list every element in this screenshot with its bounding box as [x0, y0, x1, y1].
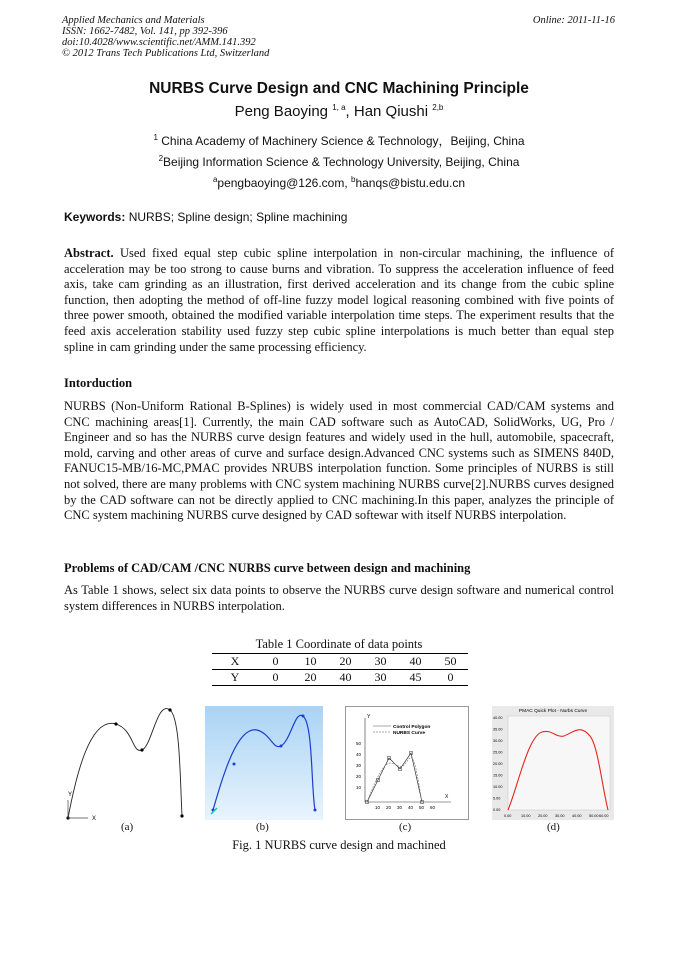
table-cell: 0 [258, 654, 293, 670]
email-a[interactable]: pengbaoying@126.com, [217, 176, 351, 190]
figure-a-point [114, 722, 117, 725]
abstract [64, 246, 614, 355]
table-y-label: Y [212, 670, 258, 686]
keywords-label: Keywords: [64, 210, 126, 224]
intro-heading: Intorduction [64, 376, 133, 390]
figure-c-xtick: 50 [419, 805, 425, 810]
table-cell: 20 [293, 670, 328, 686]
doi: doi:10.4028/www.scientific.net/AMM.141.392 [62, 37, 256, 48]
figure-d-ytick: 40.00 [493, 716, 503, 720]
figure-d-ytick: 15.00 [493, 773, 503, 778]
figure-label-b: (b) [256, 821, 269, 833]
figure-c-xtick: 40 [408, 805, 414, 810]
table-cell: 45 [398, 670, 433, 686]
figure-c-legend-1: Control Polygon [393, 725, 431, 730]
figure-label-c: (c) [399, 821, 412, 833]
author-1: Peng Baoying [234, 103, 329, 120]
table-cell: 30 [363, 670, 398, 686]
aff2-sup: 2 [158, 154, 164, 163]
figure-d [492, 706, 614, 820]
figure-d-ytick: 5.00 [493, 796, 501, 801]
data-table [212, 653, 468, 686]
email-b-sup: b [351, 175, 356, 184]
figure-b-point [233, 763, 236, 766]
abstract-text: Used fixed equal step cubic spline interpolation in non-circular machining, the influence of acceleration may be too strong to cause burns and vibration. To suppress the acceleration influence of feed axis, take cam grinding as an illustration, first derived acceleration and its change from the cubic spline function, then adopting the method of off-line fuzzy model logical reasoning combined with five points of three power smooth, obtained the modified variable interpolation time steps. The experiment results that the feed axis acceleration stability used fuzzy step cubic spline interpolations is much better than equal step spline in cam grinding under the same processing efficiency. [64, 246, 614, 354]
figure-a-point [140, 748, 143, 751]
author-2: Han Qiushi [353, 103, 429, 120]
copyright: © 2012 Trans Tech Publications Ltd, Switzerland [62, 48, 270, 59]
figure-b [205, 706, 323, 820]
aff1-text: China Academy of Machinery Science & Technology，Beijing, China [161, 134, 525, 148]
aff2-text: Beijing Information Science & Technology University, Beijing, China [163, 155, 520, 169]
problems-text: As Table 1 shows, select six data points to observe the NURBS curve design software and numerical control system differences in NURBS interpolation. [64, 583, 614, 613]
figure-d-xtick: 30.00 [555, 814, 565, 818]
email-a-sup: a [212, 175, 218, 184]
figure-c-ytick: 40 [356, 752, 362, 757]
figure-c-x-label: X [445, 794, 449, 800]
figure-b-point [280, 745, 283, 748]
figure-d-ytick: 25.00 [493, 750, 503, 755]
journal-name: Applied Mechanics and Materials [62, 15, 205, 26]
figure-c-xtick: 20 [386, 805, 392, 810]
table-cell: 10 [293, 654, 328, 670]
table-row-y [212, 670, 468, 686]
figure-c-ytick: 50 [356, 741, 362, 746]
email-b[interactable]: hanqs@bistu.edu.cn [355, 176, 466, 190]
emails [0, 175, 678, 190]
figure-c-ytick: 20 [356, 774, 362, 779]
figure-b-point [314, 809, 317, 812]
figure-a-point [168, 708, 171, 711]
figure-c-legend-2: NURBS Curve [393, 731, 425, 736]
figure-c-ytick: 10 [356, 785, 362, 790]
paper-title: NURBS Curve Design and CNC Machining Principle [149, 80, 529, 97]
author-1-sup: 1, a [332, 103, 346, 112]
figure-d-xtick: 40.00 [572, 814, 582, 818]
figure-d-ytick: 20.00 [493, 762, 503, 766]
problems-heading: Problems of CAD/CAM /CNC NURBS curve between design and machining [64, 561, 471, 575]
figure-c-ytick: 30 [356, 763, 362, 768]
figure-c-frame [346, 707, 469, 820]
issn: ISSN: 1662-7482, Vol. 141, pp 392-396 [62, 26, 228, 37]
figure-a-x-label: X [92, 816, 97, 820]
figure-c-xtick: 30 [397, 805, 403, 810]
figure-label-d: (d) [547, 821, 560, 833]
table-cell: 0 [258, 670, 293, 686]
figure-d-xtick: 60.00 [599, 814, 609, 818]
table-cell: 20 [328, 654, 363, 670]
figure-caption: Fig. 1 NURBS curve design and machined [232, 838, 446, 852]
journal-header [62, 15, 615, 59]
table-cell: 0 [433, 670, 468, 686]
table-x-label: X [212, 654, 258, 670]
figure-d-title: PMAC Quick Plot - Nurbs Curve [518, 709, 588, 714]
table-cell: 40 [398, 654, 433, 670]
figure-c-xtick: 10 [375, 805, 381, 810]
figure-c-xtick: 60 [430, 805, 436, 810]
author-sep: , [345, 103, 354, 120]
figure-a-point [180, 814, 183, 817]
figure-d-ytick: 10.00 [493, 785, 503, 789]
figure-a-curve [68, 709, 182, 818]
table-cell: 30 [363, 654, 398, 670]
intro-text: NURBS (Non-Uniform Rational B-Splines) is widely used in most commercial CAD/CAM systems and CNC machining areas[1]. Currently, the main CAD software such as AutoCAD, SolidWorks, UG, Pro / Engineer and so has the NURBS curve design features and widely used in the hull, automobile, spacecraft, mold, carving and other areas of curve and surface design.Advanced CNC systems such as SIMENS 840D, FANUC15-MB/16-MC,PMAC provides NRUBS interpolation function. Some principles of NURBS is still not solved, there are many problems with CNC system machining NURBS curve[2].NURBS curves designed by the CAD software can not be directly applied to CNC machining.In this paper, analyzes the principle of CNC system machining NURBS curve designed by CAD softewar with itself NURBS interpolation. [64, 399, 614, 523]
figure-b-background [205, 706, 323, 820]
figure-a [62, 706, 190, 820]
affiliation-1 [0, 132, 678, 149]
table-row-x [212, 654, 468, 670]
table-caption: Table 1 Coordinate of data points [255, 637, 423, 651]
figure-c [345, 706, 469, 820]
aff1-sup: 1 [153, 133, 158, 142]
figure-d-xtick: 20.00 [538, 814, 548, 818]
table-cell: 50 [433, 654, 468, 670]
figure-d-ytick: 30.00 [493, 739, 503, 743]
figure-c-y-label: Y [367, 714, 371, 720]
figure-d-ytick: 35.00 [493, 727, 503, 732]
figure-b-point [302, 715, 305, 718]
figure-d-xtick: 0.00 [504, 814, 512, 818]
keywords-text: NURBS; Spline design; Spline machining [125, 210, 348, 224]
figure-d-ytick: 0.00 [493, 808, 501, 812]
keywords [64, 210, 347, 224]
figure-d-xtick: 50.00 [589, 814, 599, 818]
figure-label-a: (a) [121, 821, 134, 833]
online-date: Online: 2011-11-16 [532, 15, 615, 26]
abstract-label: Abstract. [64, 246, 114, 260]
figure-d-xtick: 10.00 [521, 814, 531, 818]
table-cell: 40 [328, 670, 363, 686]
author-2-sup: 2,b [432, 103, 444, 112]
affiliation-2 [0, 154, 678, 169]
figure-a-y-label: Y [68, 792, 73, 798]
authors [0, 103, 678, 120]
